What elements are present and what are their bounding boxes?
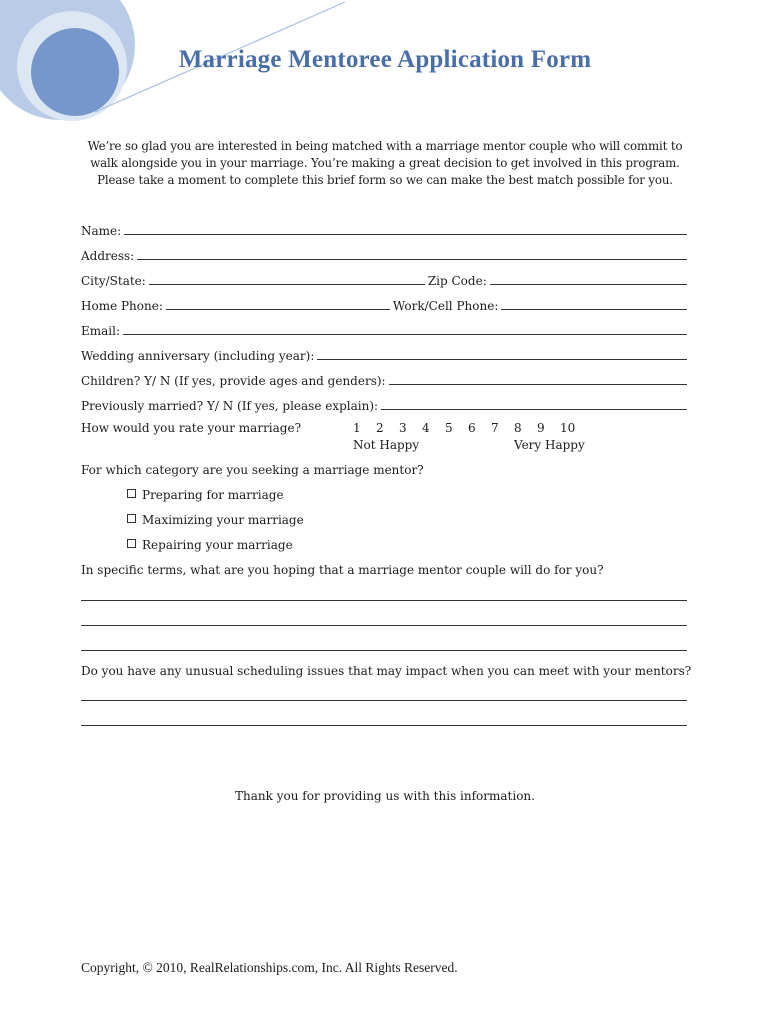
category-question: For which category are you seeking a marriage mentor? [81,463,424,477]
work-phone-label: Work/Cell Phone: [392,299,499,313]
zip-line[interactable] [490,283,687,285]
rating-option[interactable]: 8 [514,421,522,435]
thank-you-text: Thank you for providing us with this information. [235,789,535,803]
previously-married-line[interactable] [381,408,687,410]
city-zip-row [81,270,687,288]
email-field[interactable] [81,320,687,338]
hopes-answer-line[interactable] [81,600,687,601]
city-state-line[interactable] [149,283,425,285]
scheduling-answer-line[interactable] [81,725,687,726]
option-label: Maximizing your marriage [142,513,304,527]
home-phone-label: Home Phone: [81,299,163,313]
phone-row [81,295,687,313]
wedding-field[interactable] [81,345,687,363]
address-line[interactable] [137,258,687,260]
address-label: Address: [81,249,135,263]
option-preparing[interactable] [127,488,284,502]
option-maximizing[interactable] [127,513,304,527]
home-phone-line[interactable] [166,308,390,310]
name-line[interactable] [124,233,687,235]
name-field[interactable] [81,220,687,238]
previously-married-field[interactable] [81,395,687,413]
rating-scale [353,421,575,435]
children-field[interactable] [81,370,687,388]
previously-married-label: Previously married? Y/ N (If yes, please explain): [81,399,379,413]
work-phone-line[interactable] [501,308,687,310]
intro-line: Please take a moment to complete this brief form so we can make the best match possible for you. [97,173,673,187]
hopes-answer-line[interactable] [81,625,687,626]
hopes-answer-line[interactable] [81,650,687,651]
address-field[interactable] [81,245,687,263]
option-label: Repairing your marriage [142,538,293,552]
email-line[interactable] [123,333,687,335]
children-line[interactable] [389,383,687,385]
rating-high-label: Very Happy [514,438,585,452]
intro-line: We’re so glad you are interested in being matched with a marriage mentor couple who will commit to [87,139,683,153]
checkbox[interactable] [127,489,136,498]
zip-label: Zip Code: [427,274,487,288]
rating-low-label: Not Happy [353,438,420,452]
rating-option[interactable]: 7 [491,421,499,435]
wedding-label: Wedding anniversary (including year): [81,349,315,363]
rating-option[interactable]: 6 [468,421,476,435]
form-title: Marriage Mentoree Application Form [178,46,592,73]
copyright-footer: Copyright, © 2010, RealRelationships.com, Inc. All Rights Reserved. [81,960,458,975]
email-label: Email: [81,324,121,338]
rating-option[interactable]: 9 [537,421,545,435]
rating-option[interactable]: 10 [560,421,576,435]
hopes-question: In specific terms, what are you hoping that a marriage mentor couple will do for you? [81,563,604,577]
wedding-line[interactable] [317,358,687,360]
option-label: Preparing for marriage [142,488,284,502]
rating-option[interactable]: 3 [399,421,407,435]
children-label: Children? Y/ N (If yes, provide ages and genders): [81,374,386,388]
rating-question: How would you rate your marriage? [81,421,302,435]
name-label: Name: [81,224,122,238]
rating-option[interactable]: 4 [422,421,430,435]
option-repairing[interactable] [127,538,293,552]
rating-option[interactable]: 5 [445,421,453,435]
intro-paragraph [80,138,690,189]
scheduling-question: Do you have any unusual scheduling issues that may impact when you can meet with your mentors? [81,664,692,678]
scheduling-answer-line[interactable] [81,700,687,701]
city-state-label: City/State: [81,274,146,288]
checkbox[interactable] [127,539,136,548]
checkbox[interactable] [127,514,136,523]
rating-option[interactable]: 1 [353,421,361,435]
intro-line: walk alongside you in your marriage. You’re making a great decision to get involved in this program. [90,156,680,170]
rating-option[interactable]: 2 [376,421,384,435]
